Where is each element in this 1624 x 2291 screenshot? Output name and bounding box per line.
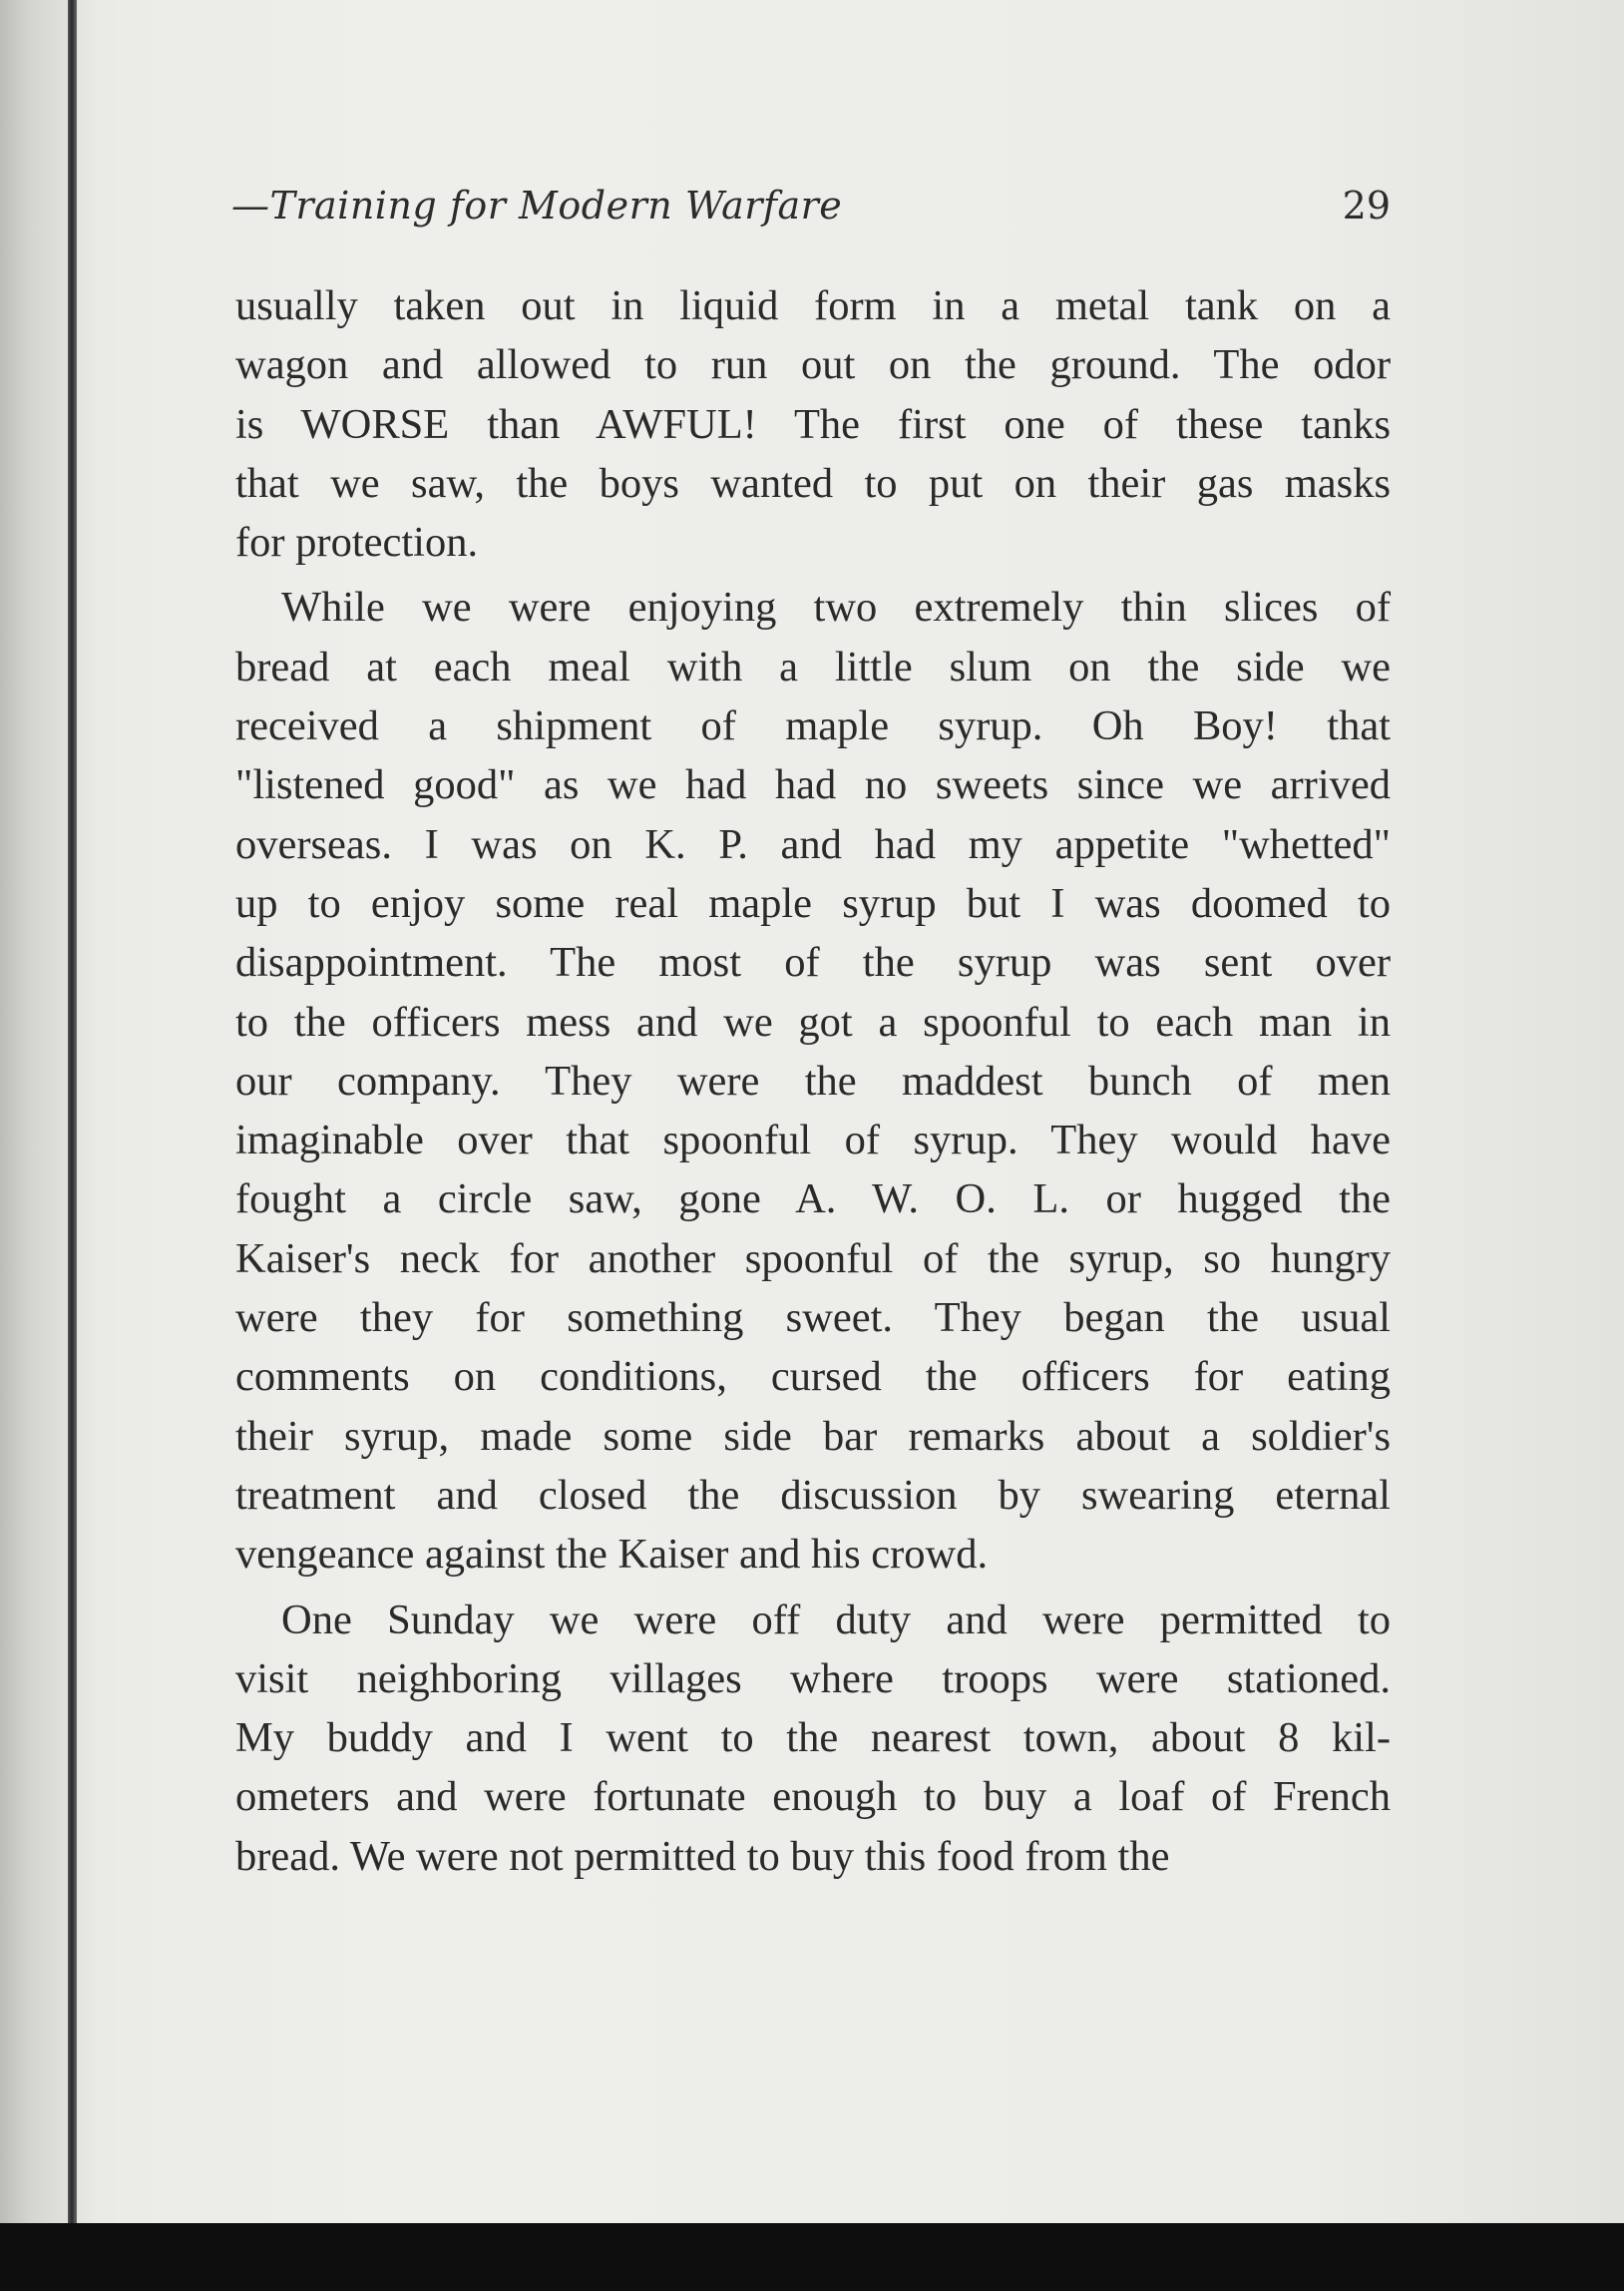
text-line: While we were enjoying two extremely thin slices of: [281, 584, 1391, 632]
text-line: visit neighboring villages where troops were stationed.: [235, 1654, 1391, 1702]
text-line: ometers and were fortunate enough to buy a loaf of French: [235, 1773, 1391, 1821]
text-line: comments on conditions, cursed the officers for eating: [235, 1353, 1391, 1401]
text-line: vengeance against the Kaiser and his crowd.: [235, 1531, 989, 1579]
text-line: imaginable over that spoonful of syrup. They would have: [235, 1117, 1391, 1164]
text-line: overseas. I was on K. P. and had my appetite "whetted": [235, 820, 1391, 868]
paragraph: [235, 578, 1391, 1584]
binding-edge: [68, 0, 77, 2223]
text-line: their syrup, made some side bar remarks about a soldier's: [235, 1412, 1391, 1460]
text-line: to the officers mess and we got a spoonful to each man in: [235, 998, 1391, 1046]
text-line: received a shipment of maple syrup. Oh Boy! that: [235, 702, 1391, 750]
scan-bottom-edge: [0, 2223, 1624, 2291]
text-line: wagon and allowed to run out on the ground. The odor: [235, 341, 1391, 389]
text-line: usually taken out in liquid form in a metal tank on a: [235, 282, 1391, 329]
text-line: disappointment. The most of the syrup was sent over: [235, 939, 1391, 987]
text-line: "listened good" as we had had no sweets since we arrived: [235, 761, 1391, 809]
text-line: My buddy and I went to the nearest town, about 8 kil-: [235, 1714, 1391, 1762]
text-line: Kaiser's neck for another spoonful of the syrup, so hungry: [235, 1234, 1391, 1282]
text-line: for protection.: [235, 519, 479, 567]
text-line: up to enjoy some real maple syrup but I was doomed to: [235, 879, 1391, 927]
text-line: our company. They were the maddest bunch of men: [235, 1057, 1391, 1105]
text-line: is WORSE than AWFUL! The first one of these tanks: [235, 400, 1391, 448]
page-number: 29: [1342, 184, 1391, 228]
paragraph: [235, 276, 1391, 572]
text-line: were they for something sweet. They began the usual: [235, 1294, 1391, 1342]
text-line: treatment and closed the discussion by swearing eternal: [235, 1471, 1391, 1519]
text-line: bread. We were not permitted to buy this food from the: [235, 1832, 1170, 1880]
running-head: [231, 184, 1391, 243]
body-text: [235, 276, 1391, 1886]
text-line: fought a circle saw, gone A. W. O. L. or hugged the: [235, 1175, 1391, 1223]
text-line: that we saw, the boys wanted to put on their gas masks: [235, 459, 1391, 507]
text-line: bread at each meal with a little slum on the side we: [235, 643, 1391, 690]
text-line: One Sunday we were off duty and were permitted to: [281, 1596, 1391, 1643]
gutter-shadow: [0, 0, 95, 2223]
running-head-title: —Training for Modern Warfare: [231, 184, 843, 228]
paragraph: [235, 1591, 1391, 1886]
